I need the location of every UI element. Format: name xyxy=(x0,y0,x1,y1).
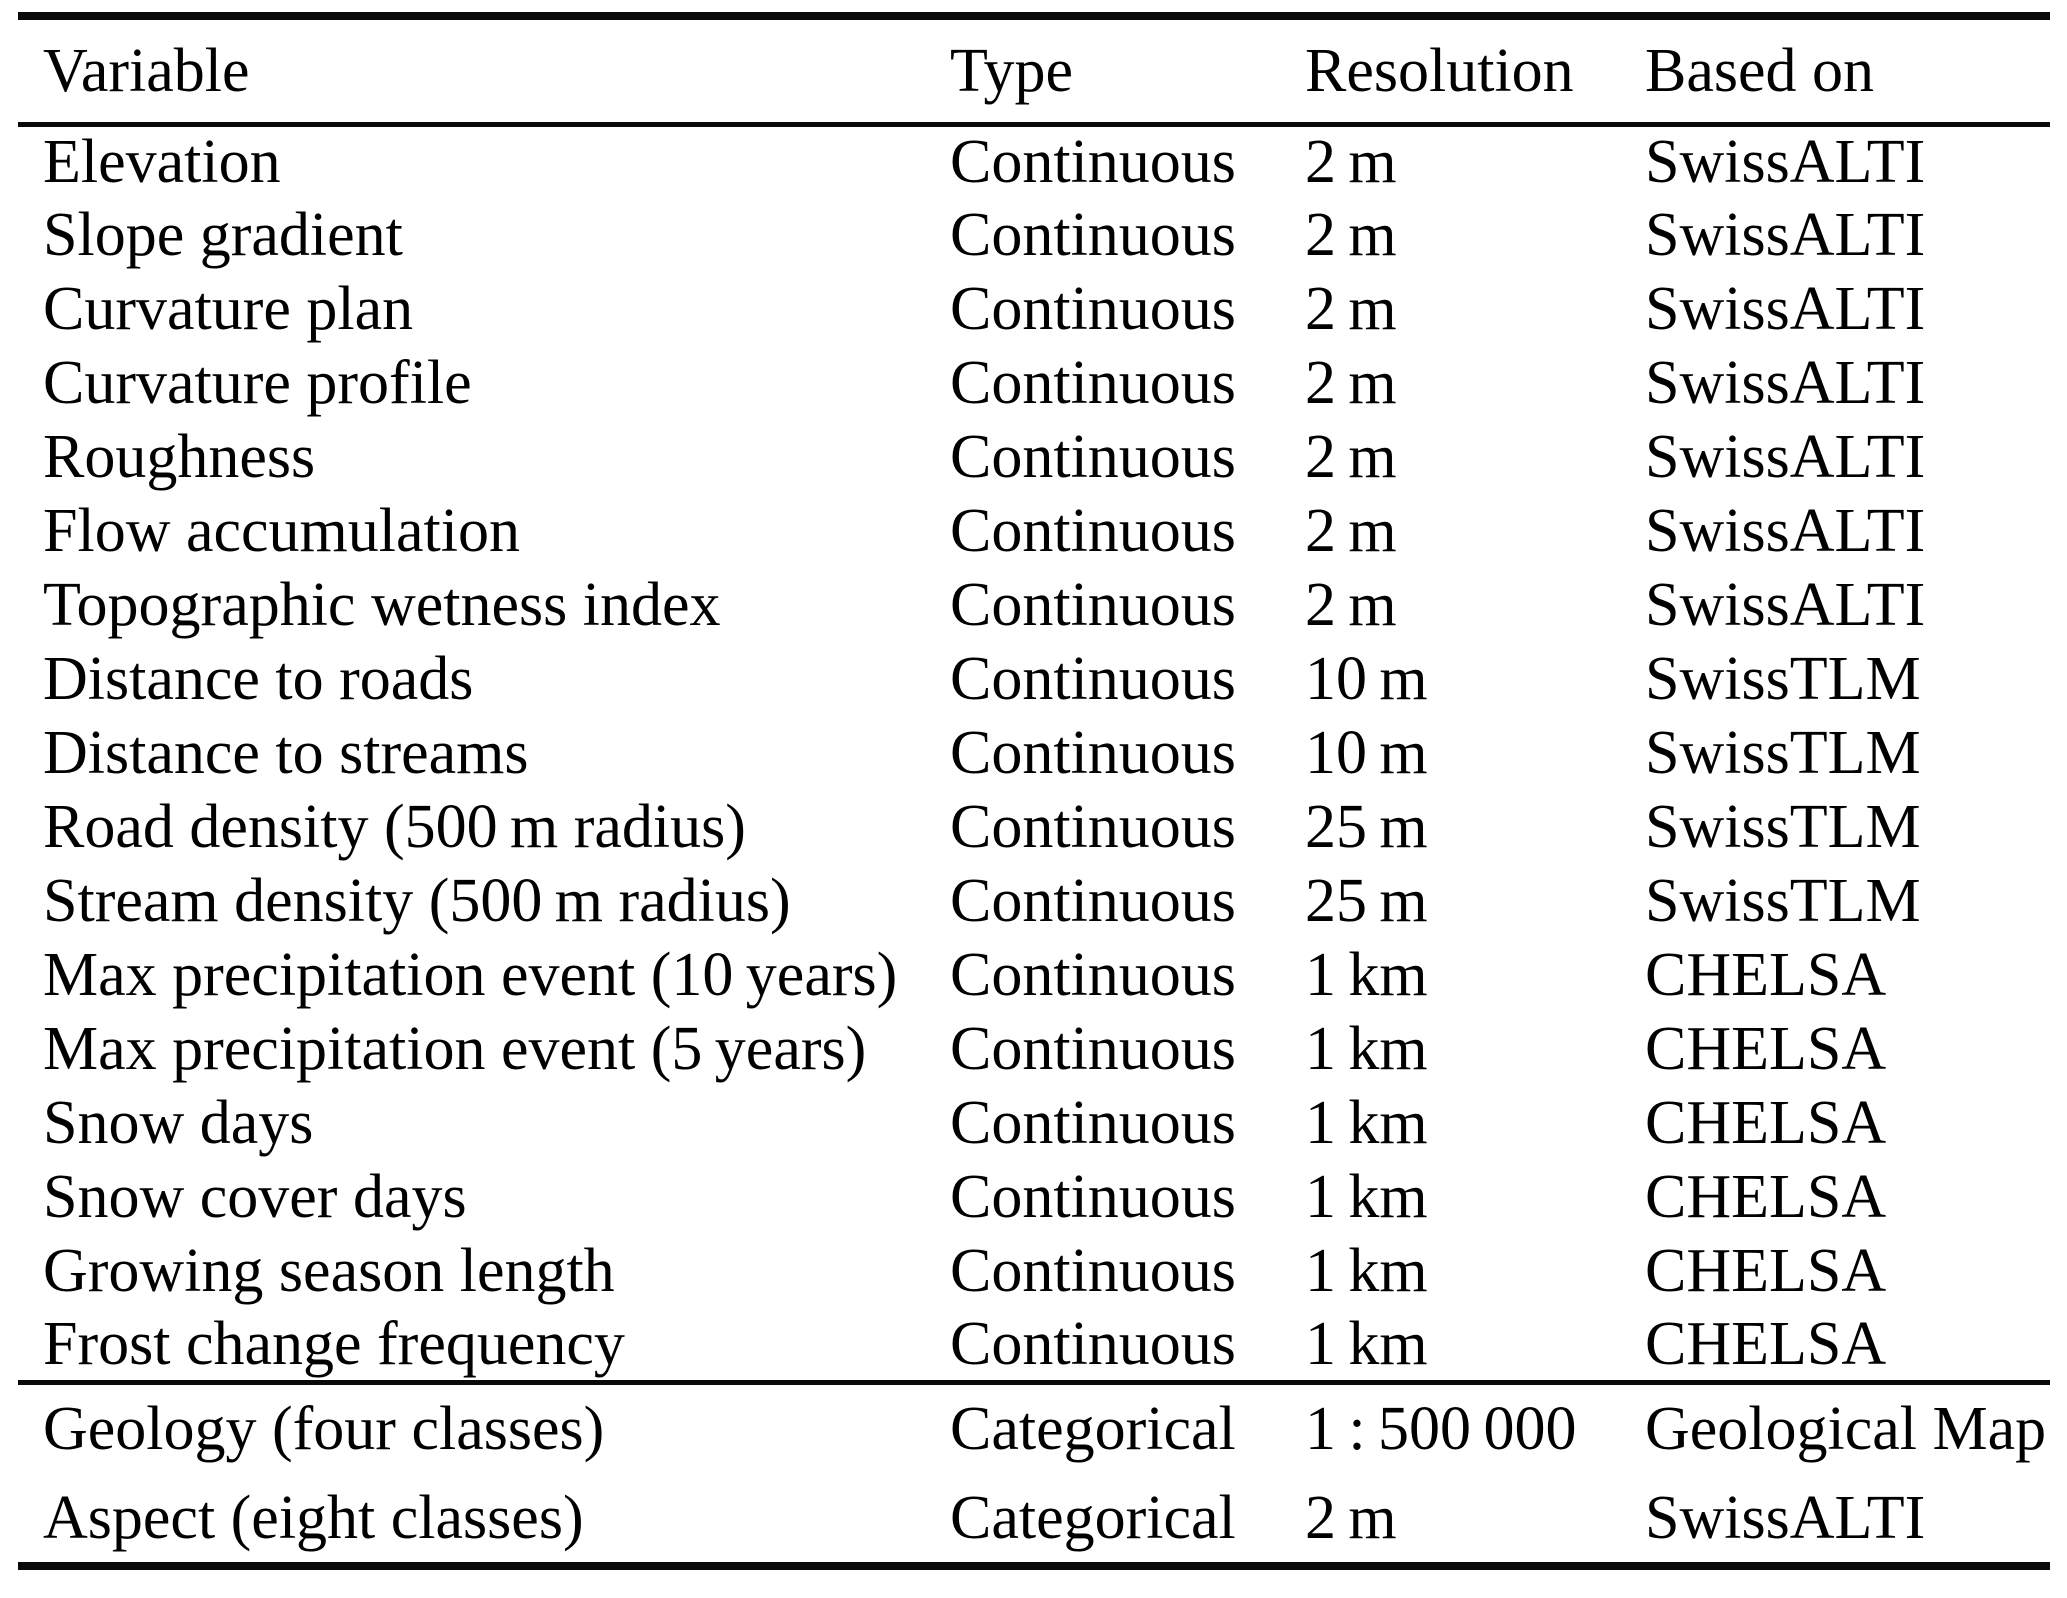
table-cell-variable: Snow days xyxy=(43,1089,314,1157)
table-cell-variable: Stream density (500 m radius) xyxy=(43,867,791,935)
table-cell-variable: Slope gradient xyxy=(43,201,403,269)
table-cell-type: Continuous xyxy=(950,275,1236,343)
table-cell-type: Continuous xyxy=(950,349,1236,417)
column-header-variable: Variable xyxy=(43,36,250,105)
column-header-based-on: Based on xyxy=(1645,36,1875,105)
table-cell-based_on: SwissALTI xyxy=(1645,497,1926,565)
table-cell-based_on: CHELSA xyxy=(1645,1163,1887,1231)
table-row xyxy=(18,1086,2050,1160)
table-row xyxy=(18,938,2050,1012)
table-cell-resolution: 2 m xyxy=(1305,349,1397,417)
table-cell-variable: Distance to roads xyxy=(43,645,474,713)
table-cell-based_on: CHELSA xyxy=(1645,1089,1887,1157)
table-cell-resolution: 2 m xyxy=(1305,275,1397,343)
table-cell-type: Continuous xyxy=(950,201,1236,269)
table-cell-type: Continuous xyxy=(950,645,1236,713)
table-cell-variable: Max precipitation event (5 years) xyxy=(43,1015,867,1083)
table-row xyxy=(18,272,2050,346)
section-continuous-variables xyxy=(18,124,2050,1382)
table-cell-resolution: 2 m xyxy=(1305,201,1397,269)
table-cell-variable: Roughness xyxy=(43,423,316,491)
table-cell-variable: Elevation xyxy=(43,128,281,197)
table-cell-type: Continuous xyxy=(950,571,1236,639)
table-row xyxy=(18,198,2050,272)
table-cell-resolution: 2 m xyxy=(1305,571,1397,639)
table-cell-resolution: 10 m xyxy=(1305,645,1428,713)
table-cell-variable: Snow cover days xyxy=(43,1163,467,1231)
table-cell-variable: Aspect (eight classes) xyxy=(43,1484,584,1552)
table-cell-based_on: SwissTLM xyxy=(1645,645,1921,713)
table-cell-type: Continuous xyxy=(950,1015,1236,1083)
column-header-type: Type xyxy=(950,36,1074,105)
table-cell-resolution: 25 m xyxy=(1305,867,1428,935)
table-cell-variable: Distance to streams xyxy=(43,719,529,787)
header-row xyxy=(18,16,2050,124)
table-cell-type: Categorical xyxy=(950,1484,1236,1552)
table-cell-based_on: SwissALTI xyxy=(1645,1484,1926,1552)
table-row xyxy=(18,642,2050,716)
table-cell-variable: Road density (500 m radius) xyxy=(43,793,746,861)
table-cell-type: Continuous xyxy=(950,1163,1236,1231)
table-cell-resolution: 1 km xyxy=(1305,1309,1428,1378)
table-cell-type: Continuous xyxy=(950,867,1236,935)
table-cell-based_on: SwissALTI xyxy=(1645,423,1926,491)
variables-table xyxy=(18,12,2050,1570)
table-cell-variable: Geology (four classes) xyxy=(43,1395,605,1464)
table-row xyxy=(18,716,2050,790)
table-row xyxy=(18,346,2050,420)
table-cell-based_on: SwissTLM xyxy=(1645,719,1921,787)
table-cell-based_on: SwissTLM xyxy=(1645,793,1921,861)
table-cell-variable: Curvature plan xyxy=(43,275,414,343)
table-cell-variable: Max precipitation event (10 years) xyxy=(43,941,898,1009)
table-cell-resolution: 1 km xyxy=(1305,1237,1428,1305)
table-cell-type: Continuous xyxy=(950,1089,1236,1157)
table-cell-variable: Frost change frequency xyxy=(43,1309,625,1378)
table-cell-resolution: 1 km xyxy=(1305,1015,1428,1083)
table-cell-type: Continuous xyxy=(950,793,1236,861)
table-cell-based_on: Geological Map xyxy=(1645,1395,2047,1464)
table-cell-type: Continuous xyxy=(950,128,1236,197)
table-cell-resolution: 1 km xyxy=(1305,1163,1428,1231)
table-cell-variable: Topographic wetness index xyxy=(43,571,721,639)
table-cell-based_on: SwissALTI xyxy=(1645,275,1926,343)
table-header xyxy=(18,16,2050,124)
table-cell-variable: Flow accumulation xyxy=(43,497,520,565)
table-cell-variable: Curvature profile xyxy=(43,349,472,417)
table-cell-based_on: SwissALTI xyxy=(1645,349,1926,417)
table-row xyxy=(18,1308,2050,1382)
table-row xyxy=(18,494,2050,568)
table-cell-resolution: 1 km xyxy=(1305,941,1428,1009)
table-cell-type: Continuous xyxy=(950,941,1236,1009)
table-row xyxy=(18,864,2050,938)
table-row xyxy=(18,1474,2050,1566)
table-cell-based_on: CHELSA xyxy=(1645,1309,1887,1378)
table-cell-type: Continuous xyxy=(950,423,1236,491)
table-row xyxy=(18,124,2050,198)
section-categorical-variables xyxy=(18,1382,2050,1566)
table-cell-based_on: CHELSA xyxy=(1645,1237,1887,1305)
table-cell-resolution: 10 m xyxy=(1305,719,1428,787)
table-cell-resolution: 2 m xyxy=(1305,497,1397,565)
table-cell-type: Continuous xyxy=(950,1237,1236,1305)
column-header-resolution: Resolution xyxy=(1305,36,1574,105)
table-row xyxy=(18,420,2050,494)
table-cell-based_on: SwissALTI xyxy=(1645,201,1926,269)
table-cell-variable: Growing season length xyxy=(43,1237,615,1305)
table-cell-resolution: 25 m xyxy=(1305,793,1428,861)
table-row xyxy=(18,790,2050,864)
table-cell-resolution: 2 m xyxy=(1305,128,1397,197)
table-cell-based_on: SwissALTI xyxy=(1645,571,1926,639)
table-cell-based_on: CHELSA xyxy=(1645,941,1887,1009)
table-cell-based_on: SwissALTI xyxy=(1645,128,1926,197)
table-row xyxy=(18,1234,2050,1308)
table-cell-based_on: CHELSA xyxy=(1645,1015,1887,1083)
table-cell-type: Categorical xyxy=(950,1395,1236,1464)
table-row xyxy=(18,1012,2050,1086)
table-cell-type: Continuous xyxy=(950,719,1236,787)
table-cell-resolution: 2 m xyxy=(1305,1484,1397,1552)
table-row xyxy=(18,568,2050,642)
table-cell-resolution: 2 m xyxy=(1305,423,1397,491)
table-cell-type: Continuous xyxy=(950,497,1236,565)
table-row xyxy=(18,1160,2050,1234)
table-row xyxy=(18,1382,2050,1474)
table-cell-resolution: 1 : 500 000 xyxy=(1305,1395,1577,1464)
table-cell-based_on: SwissTLM xyxy=(1645,867,1921,935)
table-cell-type: Continuous xyxy=(950,1309,1236,1378)
table-cell-resolution: 1 km xyxy=(1305,1089,1428,1157)
